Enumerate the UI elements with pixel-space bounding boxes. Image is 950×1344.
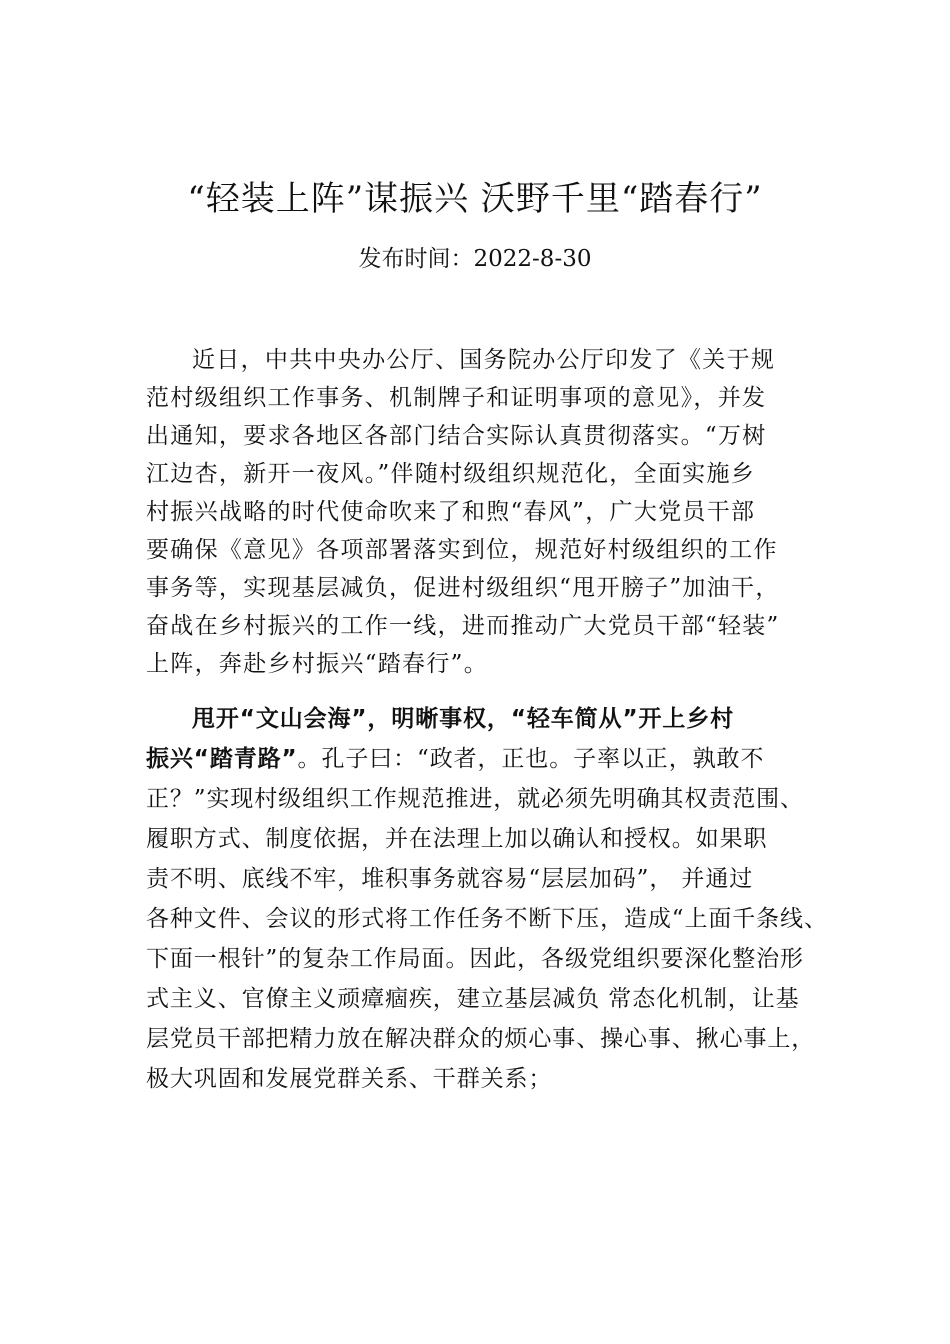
paragraph-line: 责不明、底线不牢，堆积事务就容易“层层加码”， 并通过 xyxy=(146,866,754,892)
paragraph-line: 江边杏，新开一夜风。”伴随村级组织规范化，全面实施乡 xyxy=(146,461,756,487)
paragraph-line: 范村级组织工作事务、机制牌子和证明事项的意见》，并发 xyxy=(146,385,767,411)
paragraph-lead-heading: 甩开“文山会海”，明晰事权，“轻车简从”开上乡村 xyxy=(192,706,735,732)
paragraph-line: 层党员干部把精力放在解决群众的烦心事、操心事、揪心事上， xyxy=(146,1026,816,1052)
paragraph-line: 要确保《意见》各项部署落实到位，规范好村级组织的工作 xyxy=(146,537,778,563)
paragraph-line: 正？”实现村级组织工作规范推进，就必须先明确其权责范围、 xyxy=(146,786,804,812)
paragraph-lead-heading-end: 振兴“踏青路” xyxy=(146,746,298,772)
paragraph-line: 下面一根针”的复杂工作局面。因此，各级党组织要深化整治形 xyxy=(146,946,804,972)
paragraph-line: 村振兴战略的时代使命吹来了和煦“春风”，广大党员干部 xyxy=(146,499,756,525)
paragraph-line: 出通知，要求各地区各部门结合实际认真贯彻落实。“万树 xyxy=(146,423,767,449)
paragraph-line: 事务等，实现基层减负，促进村级组织“甩开膀子”加油干， xyxy=(146,575,780,601)
paragraph-line: 履职方式、制度依据，并在法理上加以确认和授权。如果职 xyxy=(146,826,768,852)
paragraph-line-rest: 。孔子曰：“政者，正也。子率以正，孰敢不 xyxy=(297,746,765,772)
paragraph-line: 各种文件、会议的形式将工作任务不断下压，造成“上面千条线、 xyxy=(146,906,828,932)
publish-date: 发布时间：2022-8-30 xyxy=(358,246,592,272)
paragraph-line: 式主义、官僚主义顽瘴痼疾，建立基层减负 常态化机制，让基 xyxy=(146,986,800,1012)
paragraph-line: 奋战在乡村振兴的工作一线，进而推动广大党员干部“轻装” xyxy=(146,613,780,639)
paragraph-line: 极大巩固和发展党群关系、干群关系； xyxy=(146,1066,553,1092)
paragraph-line: 上阵，奔赴乡村振兴“踏春行”。 xyxy=(146,651,489,677)
paragraph-line: 近日，中共中央办公厅、国务院办公厅印发了《关于规 xyxy=(192,347,776,373)
paragraph-line xyxy=(146,742,764,776)
article-title: “轻装上阵”谋振兴 沃野千里“踏春行” xyxy=(187,179,763,219)
